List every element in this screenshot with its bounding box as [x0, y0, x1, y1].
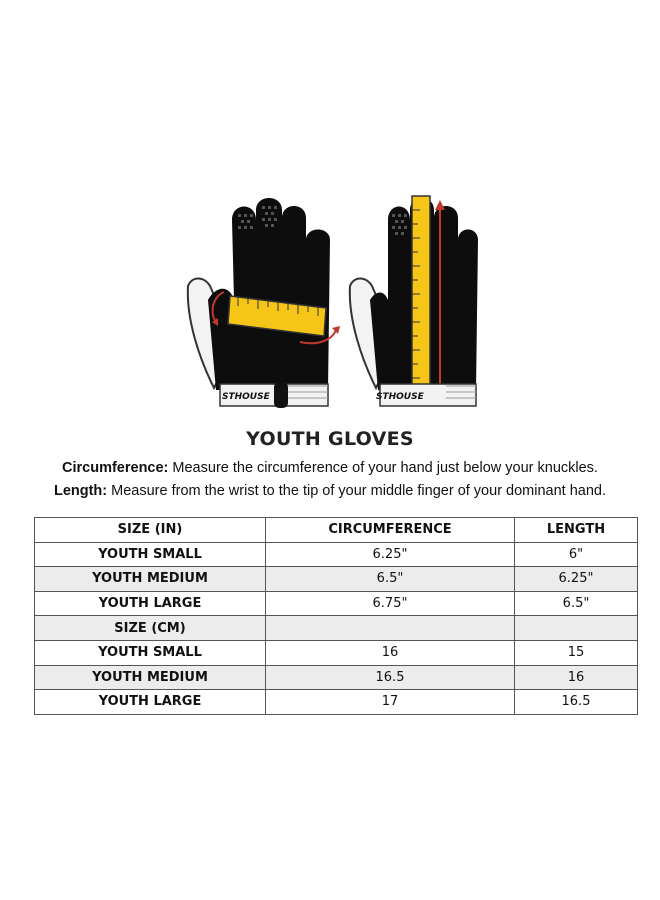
size-cell: YOUTH MEDIUM [35, 665, 266, 690]
size-cell: YOUTH SMALL [35, 640, 266, 665]
length-cell: 16.5 [515, 690, 638, 715]
length-description [0, 483, 660, 499]
table-subheader-row [35, 616, 638, 641]
table-row [35, 542, 638, 567]
circumference-description [0, 460, 660, 476]
length-cell: 6.25" [515, 567, 638, 592]
length-cell: 6.5" [515, 591, 638, 616]
table-row [35, 690, 638, 715]
svg-text:STHOUSE: STHOUSE [222, 392, 270, 402]
circumference-cell: 17 [266, 690, 515, 715]
table-row [35, 640, 638, 665]
length-label: Length: [53, 483, 108, 499]
size-table [34, 517, 638, 715]
header-size-cm: SIZE (CM) [35, 616, 266, 641]
circumference-text: Measure the circumference of your hand just below your knuckles. [168, 460, 598, 476]
length-text: Measure from the wrist to the tip of your middle finger of your dominant hand. [107, 483, 607, 499]
circumference-cell: 16 [266, 640, 515, 665]
table-header-row [35, 518, 638, 543]
table-row [35, 567, 638, 592]
circumference-cell: 6.5" [266, 567, 515, 592]
size-cell: YOUTH MEDIUM [35, 567, 266, 592]
length-cell [515, 616, 638, 641]
circumference-cell: 16.5 [266, 665, 515, 690]
length-cell: 6" [515, 542, 638, 567]
svg-text:STHOUSE: STHOUSE [376, 392, 424, 402]
circumference-cell: 6.25" [266, 542, 515, 567]
page-title: YOUTH GLOVES [246, 428, 414, 450]
circumference-cell [266, 616, 515, 641]
circumference-cell: 6.75" [266, 591, 515, 616]
header-length: LENGTH [515, 518, 638, 543]
header-size-in: SIZE (IN) [35, 518, 266, 543]
length-cell: 15 [515, 640, 638, 665]
glove-measurement-illustration [178, 190, 490, 420]
size-cell: YOUTH SMALL [35, 542, 266, 567]
size-cell: YOUTH LARGE [35, 690, 266, 715]
length-cell: 16 [515, 665, 638, 690]
table-row [35, 591, 638, 616]
circumference-label: Circumference: [62, 460, 169, 476]
header-circumference: CIRCUMFERENCE [266, 518, 515, 543]
size-cell: YOUTH LARGE [35, 591, 266, 616]
table-row [35, 665, 638, 690]
